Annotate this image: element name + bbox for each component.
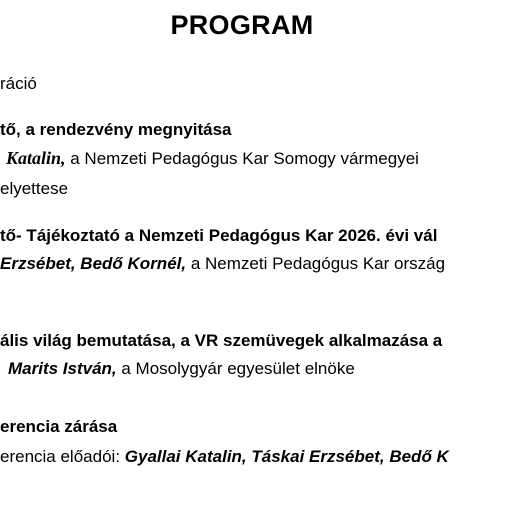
closing-speakers: Gyallai Katalin, Táskai Erzsébet, Bedő K (124, 447, 449, 466)
vr-speaker-role: a Mosolygyár egyesület elnöke (116, 359, 355, 378)
closing-speakers-line (0, 447, 449, 467)
closing-speakers-prefix: erencia előadói: (0, 447, 125, 466)
briefing-speaker-line (0, 254, 445, 274)
opening-speaker: Katalin, (6, 148, 66, 168)
opening-speaker-role-cont: elyettese (0, 179, 69, 198)
page-title: PROGRAM (170, 10, 314, 40)
registration-line: ráció (0, 74, 37, 93)
briefing-heading: tő- Tájékoztató a Nemzeti Pedagógus Kar 2026. évi vál (0, 226, 438, 245)
briefing-speakers: Erzsébet, Bedő Kornél, (0, 254, 187, 273)
opening-speaker-role: a Nemzeti Pedagógus Kar Somogy vármegyei (65, 149, 419, 168)
briefing-speaker-role: a Nemzeti Pedagógus Kar ország (186, 254, 446, 273)
closing-heading: erencia zárása (0, 417, 118, 436)
vr-speaker-line (0, 359, 355, 379)
vr-heading: ális világ bemutatása, a VR szemüvegek alkalmazása a (0, 331, 443, 350)
opening-speaker-line (0, 148, 419, 169)
opening-heading: tő, a rendezvény megnyitása (0, 120, 232, 139)
vr-speaker: Marits István, (8, 359, 117, 378)
